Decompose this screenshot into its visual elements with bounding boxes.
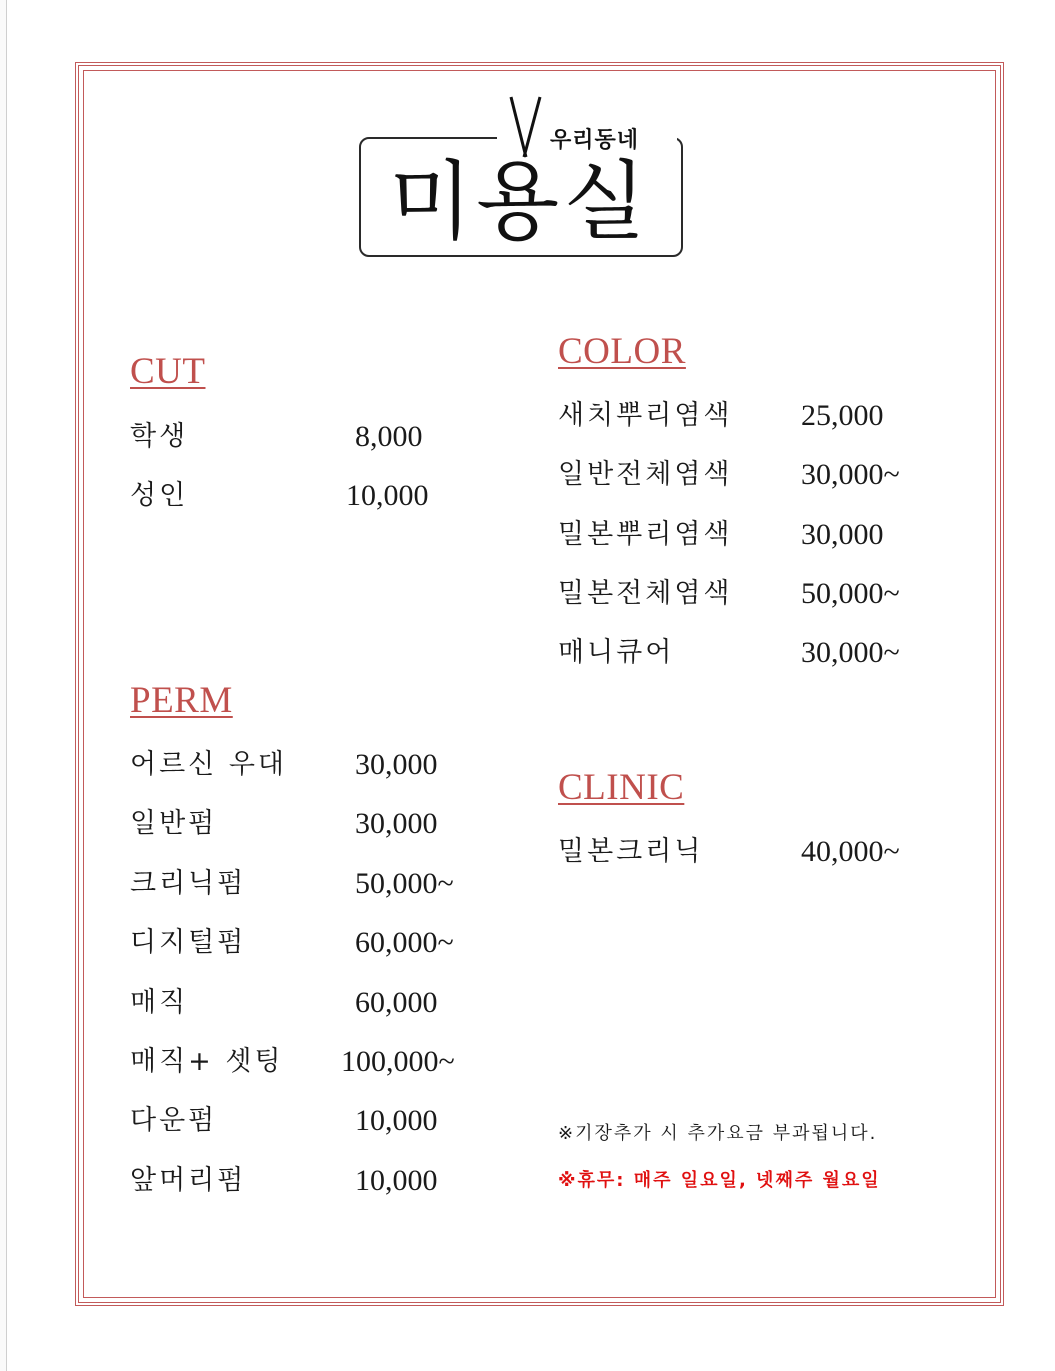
menu-item-price: 30,000~ [801, 636, 900, 669]
menu-item-name: 앞머리펌 [130, 1165, 247, 1196]
menu-item-name: 크리닉펌 [130, 868, 247, 899]
menu-item-name: 매직+ 셋팅 [130, 1046, 284, 1077]
menu-item-name: 매니큐어 [558, 637, 675, 668]
menu-item-price: 30,000~ [801, 458, 900, 491]
menu-item-price: 30,000 [801, 518, 884, 551]
salon-logo [357, 95, 687, 265]
menu-item-price: 25,000 [801, 399, 884, 432]
logo-big-text: 미용실 [389, 152, 651, 252]
closed-days-notice: ※휴무: 매주 일요일, 넷째주 월요일 [558, 1170, 881, 1191]
menu-item-name: 어르신 우대 [130, 749, 287, 780]
menu-item-name: 새치뿌리염색 [558, 400, 733, 431]
menu-item-name: 일반펌 [130, 808, 218, 839]
menu-item-name: 일반전체염색 [558, 459, 733, 490]
menu-item-name: 밀본뿌리염색 [558, 519, 733, 550]
menu-item-name: 디지털펌 [130, 927, 247, 958]
menu-item-price: 60,000 [355, 986, 438, 1019]
menu-item-name: 학생 [130, 421, 189, 452]
menu-item-price: 100,000~ [341, 1045, 455, 1078]
page-edge [0, 0, 7, 1371]
menu-item-price: 30,000 [355, 748, 438, 781]
menu-item-price: 50,000~ [801, 577, 900, 610]
menu-item-name: 밀본크리닉 [558, 836, 704, 867]
section-title-clinic: CLINIC [558, 767, 685, 808]
logo-small-text: 우리동네 [550, 128, 640, 153]
menu-item-name: 성인 [130, 480, 189, 511]
menu-item-name: 다운펌 [130, 1105, 218, 1136]
section-title-perm: PERM [130, 680, 233, 721]
extra-length-notice: ※기장추가 시 추가요금 부과됩니다. [558, 1123, 878, 1144]
menu-item-name: 밀본전체염색 [558, 578, 733, 609]
menu-item-name: 매직 [130, 987, 189, 1018]
menu-item-price: 50,000~ [355, 867, 454, 900]
menu-item-price: 60,000~ [355, 926, 454, 959]
menu-item-price: 8,000 [355, 420, 423, 453]
section-title-color: COLOR [558, 331, 686, 372]
section-title-cut: CUT [130, 351, 206, 392]
menu-item-price: 40,000~ [801, 835, 900, 868]
menu-item-price: 10,000 [346, 479, 429, 512]
menu-item-price: 10,000 [355, 1104, 438, 1137]
menu-item-price: 10,000 [355, 1164, 438, 1197]
menu-item-price: 30,000 [355, 807, 438, 840]
